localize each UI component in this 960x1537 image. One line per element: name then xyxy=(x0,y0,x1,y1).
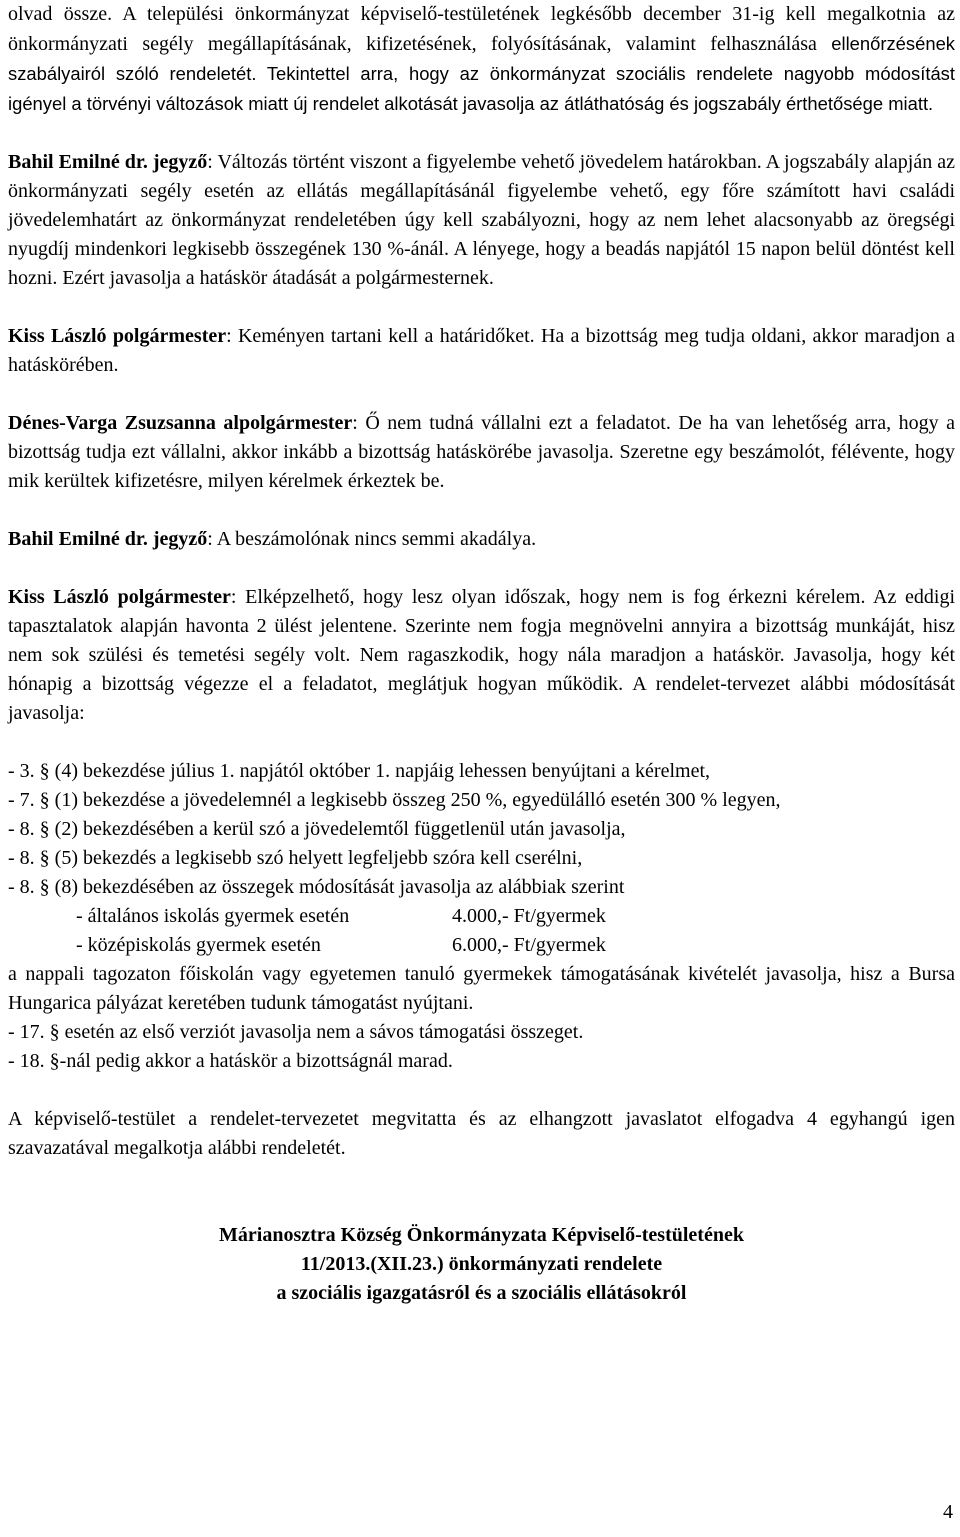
intro-text-sans: ellenőrzésének szabályairól szóló rendeletét. Tekintettel arra, hogy az önkormányzat szociális rendelete nagyobb módosítást igényel a törvényi változások miatt új rendelet alkotását javasolja az átláthatóság és jogszabály érthetősége miatt. xyxy=(8,33,955,114)
sub-item-value: 6.000,- Ft/gyermek xyxy=(452,934,606,956)
list-item: - 8. § (5) bekezdés a legkisebb szó helyett legfeljebb szóra kell cserélni, xyxy=(8,847,583,869)
speaker-name: Kiss László polgármester xyxy=(8,586,231,608)
document-page xyxy=(8,0,955,1308)
paragraph-notary-2 xyxy=(8,525,955,554)
list-item: - 17. § esetén az első verziót javasolja nem a sávos támogatási összeget. xyxy=(8,1021,584,1043)
speaker-name: Dénes-Varga Zsuzsanna alpolgármester xyxy=(8,412,353,434)
paragraph-mayor-2 xyxy=(8,583,955,728)
list-item: - 8. § (2) bekezdésében a kerül szó a jövedelemtől függetlenül után javasolja, xyxy=(8,818,626,840)
paragraph-text: : Ő nem tudná vállalni ezt a feladatot. De ha van lehetőség arra, hogy a bizottság tudja ezt vállalni, akkor inkább a bizottság hatáskörébe javasolja. Szeretne egy beszámolót, félévente, hogy mik kerültek kifizetésre, milyen kérelmek érkeztek be. xyxy=(8,412,955,492)
list-item: - 7. § (1) bekezdése a jövedelemnél a legkisebb összeg 250 %, egyedülálló esetén 300 % legyen, xyxy=(8,789,781,811)
paragraph-text: : Változás történt viszont a figyelembe vehető jövedelem határokban. A jogszabály alapján az önkormányzati segély esetén az ellátás megállapításánál figyelembe vehető, egy főre számított havi családi jövedelemhatárt az önkormányzat rendeletében úgy kell szabályozni, hogy az nem lehet alacsonyabb az öregségi nyugdíj mindenkori legkisebb összegének 130 %-ánál. A lényege, hogy a beadás napjától 15 napon belül döntést kell hozni. Ezért javasolja a hatáskör átadását a polgármesternek. xyxy=(8,151,955,289)
intro-paragraph xyxy=(8,0,955,119)
sub-list-item xyxy=(8,931,955,960)
speaker-name: Kiss László polgármester xyxy=(8,325,227,347)
paragraph-notary-1 xyxy=(8,148,955,293)
amendment-list xyxy=(8,757,955,1076)
list-item: - 18. §-nál pedig akkor a hatáskör a bizottságnál marad. xyxy=(8,1050,453,1072)
paragraph-deputy-mayor xyxy=(8,409,955,496)
sub-item-label: - általános iskolás gyermek esetén xyxy=(76,905,350,927)
speaker-name: Bahil Emilné dr. xyxy=(8,528,148,550)
paragraph-text: : Elképzelhető, hogy lesz olyan időszak, hogy nem is fog érkezni kérelem. Az eddigi tapasztalatok alapján havonta 2 ülést jelentene. Szerinte nem fogja megnövelni annyira a bizottság munkáját, hisz nem sok szülési és temetési segély volt. Nem ragaszkodik, hogy nála maradjon a hatáskör. Javasolja, hogy két hónapig a bizottság végezze el a feladatot, meglátjuk hogyan működik. A rendelet-tervezet alábbi módosítását javasolja: xyxy=(8,586,956,724)
sub-item-label: - középiskolás gyermek esetén xyxy=(76,934,321,956)
list-item: - 8. § (8) bekezdésében az összegek módosítását javasolja az alábbiak szerint xyxy=(8,876,625,898)
speaker-role: jegyző xyxy=(152,151,208,173)
decision-paragraph: A képviselő-testület a rendelet-tervezetet megvitatta és az elhangzott javaslatot elfogadva 4 egyhangú igen szavazatával megalkotja alábbi rendeletét. xyxy=(8,1108,955,1159)
heading-line: a szociális igazgatásról és a szociális ellátásokról xyxy=(276,1282,687,1304)
intro-text: olvad össze. A települési önkormányzat képviselő-testületének legkésőbb december 31-ig kell megalkotnia az önkormányzati segély megállapításának, kifizetésének, folyósításának, valamint felhasználása xyxy=(8,3,955,55)
heading-line: Márianosztra Község Önkormányzata Képviselő-testületének xyxy=(219,1224,744,1246)
sub-item-value: 4.000,- Ft/gyermek xyxy=(452,905,606,927)
list-item: - 3. § (4) bekezdése július 1. napjától október 1. napjáig lehessen benyújtani a kérelmet, xyxy=(8,760,711,782)
regulation-heading xyxy=(8,1221,955,1308)
page-number: 4 xyxy=(943,1501,953,1523)
paragraph-text: : A beszámolónak nincs semmi akadálya. xyxy=(207,528,537,550)
heading-line: 11/2013.(XII.23.) önkormányzati rendelete xyxy=(300,1253,663,1275)
paragraph-text: : Keményen tartani kell a határidőket. Ha a bizottság meg tudja oldani, akkor maradjon a hatáskörében. xyxy=(8,325,956,376)
speaker-role: jegyző xyxy=(152,528,208,550)
list-item-continuation: a nappali tagozaton főiskolán vagy egyetemen tanuló gyermekek támogatásának kivételét javasolja, hisz a Bursa Hungarica pályázat keretében tudunk támogatást nyújtani. xyxy=(8,963,955,1014)
paragraph-mayor-1 xyxy=(8,322,955,380)
sub-list-item xyxy=(8,902,955,931)
speaker-name: Bahil Emilné dr. xyxy=(8,151,148,173)
